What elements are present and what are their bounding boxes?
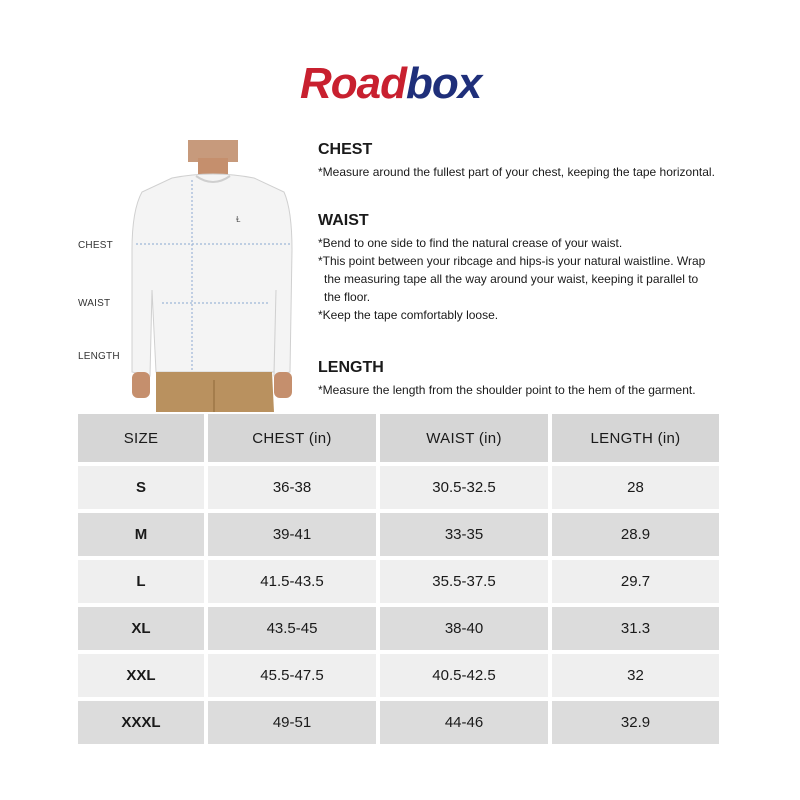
waist-cell: 38-40 xyxy=(380,607,548,650)
table-row xyxy=(78,466,723,509)
header-waist: WAIST (in) xyxy=(380,414,548,462)
size-chart-table xyxy=(78,414,723,748)
waist-cell: 33-35 xyxy=(380,513,548,556)
table-row xyxy=(78,607,723,650)
waist-guide-text-2: *This point between your ribcage and hips-is your natural waistline. Wrap xyxy=(318,254,706,268)
length-guide-title: LENGTH xyxy=(318,359,384,376)
length-cell: 29.7 xyxy=(552,560,719,603)
length-guide xyxy=(318,359,758,399)
logo-box-text: box xyxy=(406,59,482,108)
waist-guide-text-4: the floor. xyxy=(324,290,371,304)
header-size: SIZE xyxy=(78,414,204,462)
table-row xyxy=(78,513,723,556)
table-row xyxy=(78,701,723,744)
length-guide-text: *Measure the length from the shoulder point to the hem of the garment. xyxy=(318,383,696,397)
header-chest: CHEST (in) xyxy=(208,414,376,462)
table-row xyxy=(78,560,723,603)
shirt-shape xyxy=(132,174,292,376)
waist-cell: 30.5-32.5 xyxy=(380,466,548,509)
chest-guide xyxy=(318,141,758,181)
size-cell: S xyxy=(78,466,204,509)
waist-cell: 35.5-37.5 xyxy=(380,560,548,603)
waist-guide-text-3: the measuring tape all the way around your waist, keeping it parallel to xyxy=(324,272,699,286)
length-cell: 32.9 xyxy=(552,701,719,744)
waist-guide-text-1: *Bend to one side to find the natural crease of your waist. xyxy=(318,236,623,250)
chest-cell: 36-38 xyxy=(208,466,376,509)
chest-cell: 41.5-43.5 xyxy=(208,560,376,603)
length-cell: 28 xyxy=(552,466,719,509)
waist-cell: 44-46 xyxy=(380,701,548,744)
size-cell: XXXL xyxy=(78,701,204,744)
waist-cell: 40.5-42.5 xyxy=(380,654,548,697)
model-figure xyxy=(70,140,310,415)
waist-guide xyxy=(318,212,758,324)
chest-cell: 43.5-45 xyxy=(208,607,376,650)
chest-guide-text: *Measure around the fullest part of your chest, keeping the tape horizontal. xyxy=(318,165,715,179)
figure-label-length: LENGTH xyxy=(78,351,120,362)
brand-logo xyxy=(300,58,500,114)
figure-label-chest: CHEST xyxy=(78,240,113,251)
waist-guide-text-5: *Keep the tape comfortably loose. xyxy=(318,308,499,322)
length-cell: 28.9 xyxy=(552,513,719,556)
chest-cell: 49-51 xyxy=(208,701,376,744)
size-cell: M xyxy=(78,513,204,556)
length-cell: 32 xyxy=(552,654,719,697)
figure-label-waist: WAIST xyxy=(78,298,111,309)
size-cell: XL xyxy=(78,607,204,650)
chest-cell: 39-41 xyxy=(208,513,376,556)
svg-text:Roadbox xyxy=(300,59,484,108)
pants-shape xyxy=(156,372,274,412)
chest-cell: 45.5-47.5 xyxy=(208,654,376,697)
header-length: LENGTH (in) xyxy=(552,414,719,462)
length-cell: 31.3 xyxy=(552,607,719,650)
table-row xyxy=(78,654,723,697)
table-header-row xyxy=(78,414,723,462)
size-cell: L xyxy=(78,560,204,603)
size-cell: XXL xyxy=(78,654,204,697)
shirt-logo-mark: Ɫ xyxy=(236,215,241,224)
chest-guide-title: CHEST xyxy=(318,141,373,158)
waist-guide-title: WAIST xyxy=(318,212,369,229)
logo-road-text: Road xyxy=(300,59,406,108)
